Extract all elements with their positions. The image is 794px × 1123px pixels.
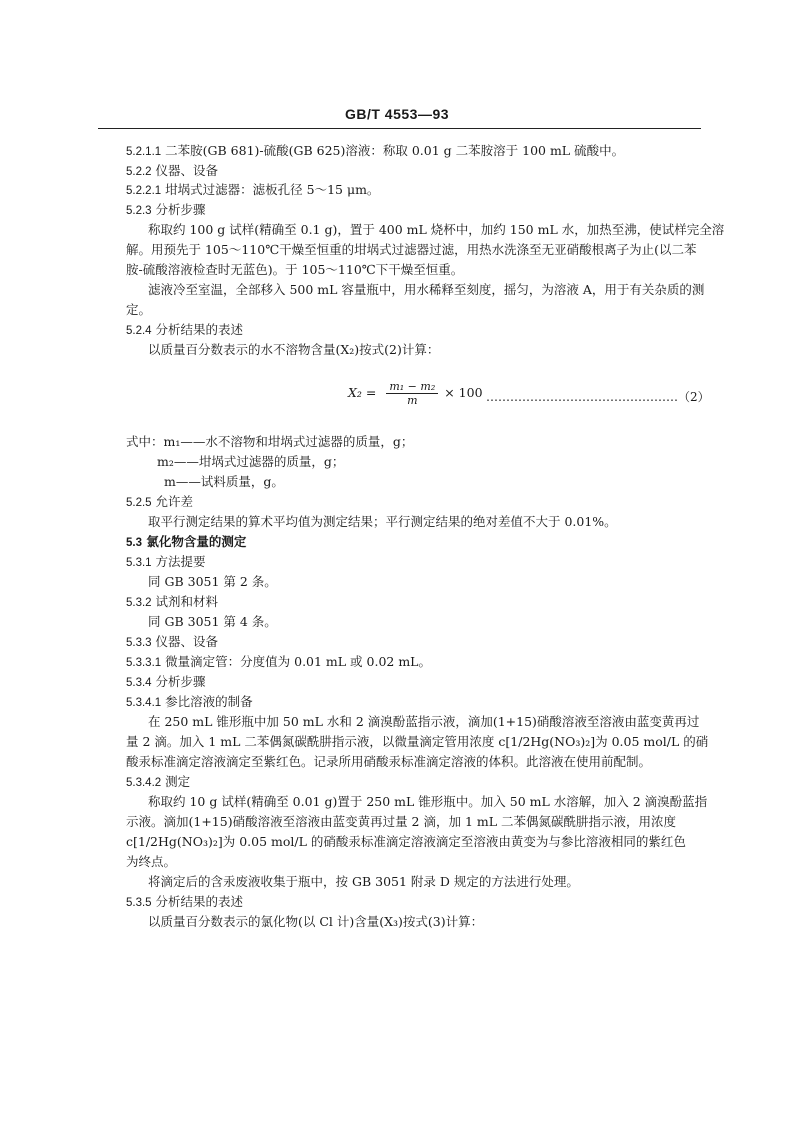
clause-5-3-4-1: 5.3.4.1 参比溶液的制备 [126, 694, 253, 709]
clause-5-3-4: 5.3.4 分析步骤 [126, 674, 206, 689]
paragraph-line: 取平行测定结果的算术平均值为测定结果；平行测定结果的绝对差值不大于 0.01%。 [148, 514, 617, 529]
paragraph-line: 量 2 滴。加入 1 mL 二苯偶氮碳酰肼指示液，以微量滴定管用浓度 c[1/2Hg(NO₃)₂]为 0.05 mol/L 的硝 [126, 734, 709, 749]
clause-5-3-1: 5.3.1 方法提要 [126, 554, 206, 569]
page-header: GB/T 4553—93 [344, 106, 450, 122]
definition-line: 式中：m₁——水不溶物和坩埚式过滤器的质量，g； [126, 434, 414, 449]
header-rule [98, 128, 701, 129]
paragraph-line: 同 GB 3051 第 4 条。 [148, 614, 277, 629]
paragraph-line: 胺-硫酸溶液检查时无蓝色)。于 105～110℃下干燥至恒重。 [126, 262, 464, 277]
paragraph-line: 同 GB 3051 第 2 条。 [148, 574, 277, 589]
formula-equals: = [361, 385, 381, 400]
definition-line: m——试料质量，g。 [164, 474, 284, 489]
formula-numerator: m₁ − m₂ [386, 380, 438, 394]
clause-5-2-3: 5.2.3 分析步骤 [126, 202, 206, 217]
paragraph-line: 酸汞标准滴定溶液滴定至紫红色。记录所用硝酸汞标准滴定溶液的体积。此溶液在使用前配制。 [126, 754, 652, 769]
clause-5-2-2: 5.2.2 仪器、设备 [126, 163, 219, 178]
formula-fraction [386, 380, 438, 407]
clause-5-2-5: 5.2.5 允许差 [126, 494, 194, 509]
paragraph-line: 示液。滴加(1+15)硝酸溶液至溶液由蓝变黄再过量 2 滴，加 1 mL 二苯偶氮碳酰肼指示液，用浓度 [126, 814, 677, 829]
clause-5-2-1-1: 5.2.1.1 二苯胺(GB 681)-硫酸(GB 625)溶液：称取 0.01 g 二苯胺溶于 100 mL 硫酸中。 [126, 143, 625, 158]
paragraph-line: 称取约 10 g 试样(精确至 0.01 g)置于 250 mL 锥形瓶中。加入 50 mL 水溶解，加入 2 滴溴酚蓝指 [148, 794, 708, 809]
paragraph-line: 定。 [126, 302, 152, 317]
paragraph-line: 称取约 100 g 试样(精确至 0.1 g)，置于 400 mL 烧杯中，加约 150 mL 水，加热至沸，使试样完全溶 [148, 222, 725, 237]
definition-line: m₂——坩埚式过滤器的质量，g； [157, 454, 345, 469]
paragraph-line: 解。用预先于 105～110℃干燥至恒重的坩埚式过滤器过滤，用热水洗涤至无亚硝酸根离子为止(以二苯 [126, 242, 697, 257]
paragraph-line: 以质量百分数表示的氯化物(以 Cl 计)含量(X₃)按式(3)计算： [148, 914, 484, 929]
formula-lhs: X₂ [348, 385, 362, 400]
paragraph-line: 以质量百分数表示的水不溶物含量(X₂)按式(2)计算： [148, 342, 440, 357]
clause-5-2-2-1: 5.2.2.1 坩埚式过滤器：滤板孔径 5～15 μm。 [126, 182, 380, 197]
formula-tail: × 100 [444, 385, 483, 400]
paragraph-line: 将滴定后的含汞废液收集于瓶中，按 GB 3051 附录 D 规定的方法进行处理。 [148, 874, 579, 889]
clause-5-3-2: 5.3.2 试剂和材料 [126, 594, 219, 609]
clause-5-3-4-2: 5.3.4.2 测定 [126, 774, 191, 789]
paragraph-line: c[1/2Hg(NO₃)₂]为 0.05 mol/L 的硝酸汞标准滴定溶液滴定至溶液由黄变为与参比溶液相同的紫红色 [126, 834, 686, 849]
clause-5-3: 5.3 氯化物含量的测定 [126, 534, 247, 549]
paragraph-line: 为终点。 [126, 854, 177, 869]
formula-denominator: m [407, 394, 418, 407]
clause-5-2-4: 5.2.4 分析结果的表述 [126, 322, 244, 337]
paragraph-line: 滤液冷至室温，全部移入 500 mL 容量瓶中，用水稀释至刻度，摇匀，为溶液 A，用于有关杂质的测 [148, 282, 705, 297]
formula-2 [348, 380, 483, 407]
clause-5-3-3: 5.3.3 仪器、设备 [126, 634, 219, 649]
clause-5-3-3-1: 5.3.3.1 微量滴定管：分度值为 0.01 mL 或 0.02 mL。 [126, 654, 431, 669]
paragraph-line: 在 250 mL 锥形瓶中加 50 mL 水和 2 滴溴酚蓝指示液，滴加(1+15)硝酸溶液至溶液由蓝变黄再过 [148, 714, 700, 729]
clause-5-3-5: 5.3.5 分析结果的表述 [126, 894, 244, 909]
equation-number: …………………………………………（2） [486, 390, 710, 404]
